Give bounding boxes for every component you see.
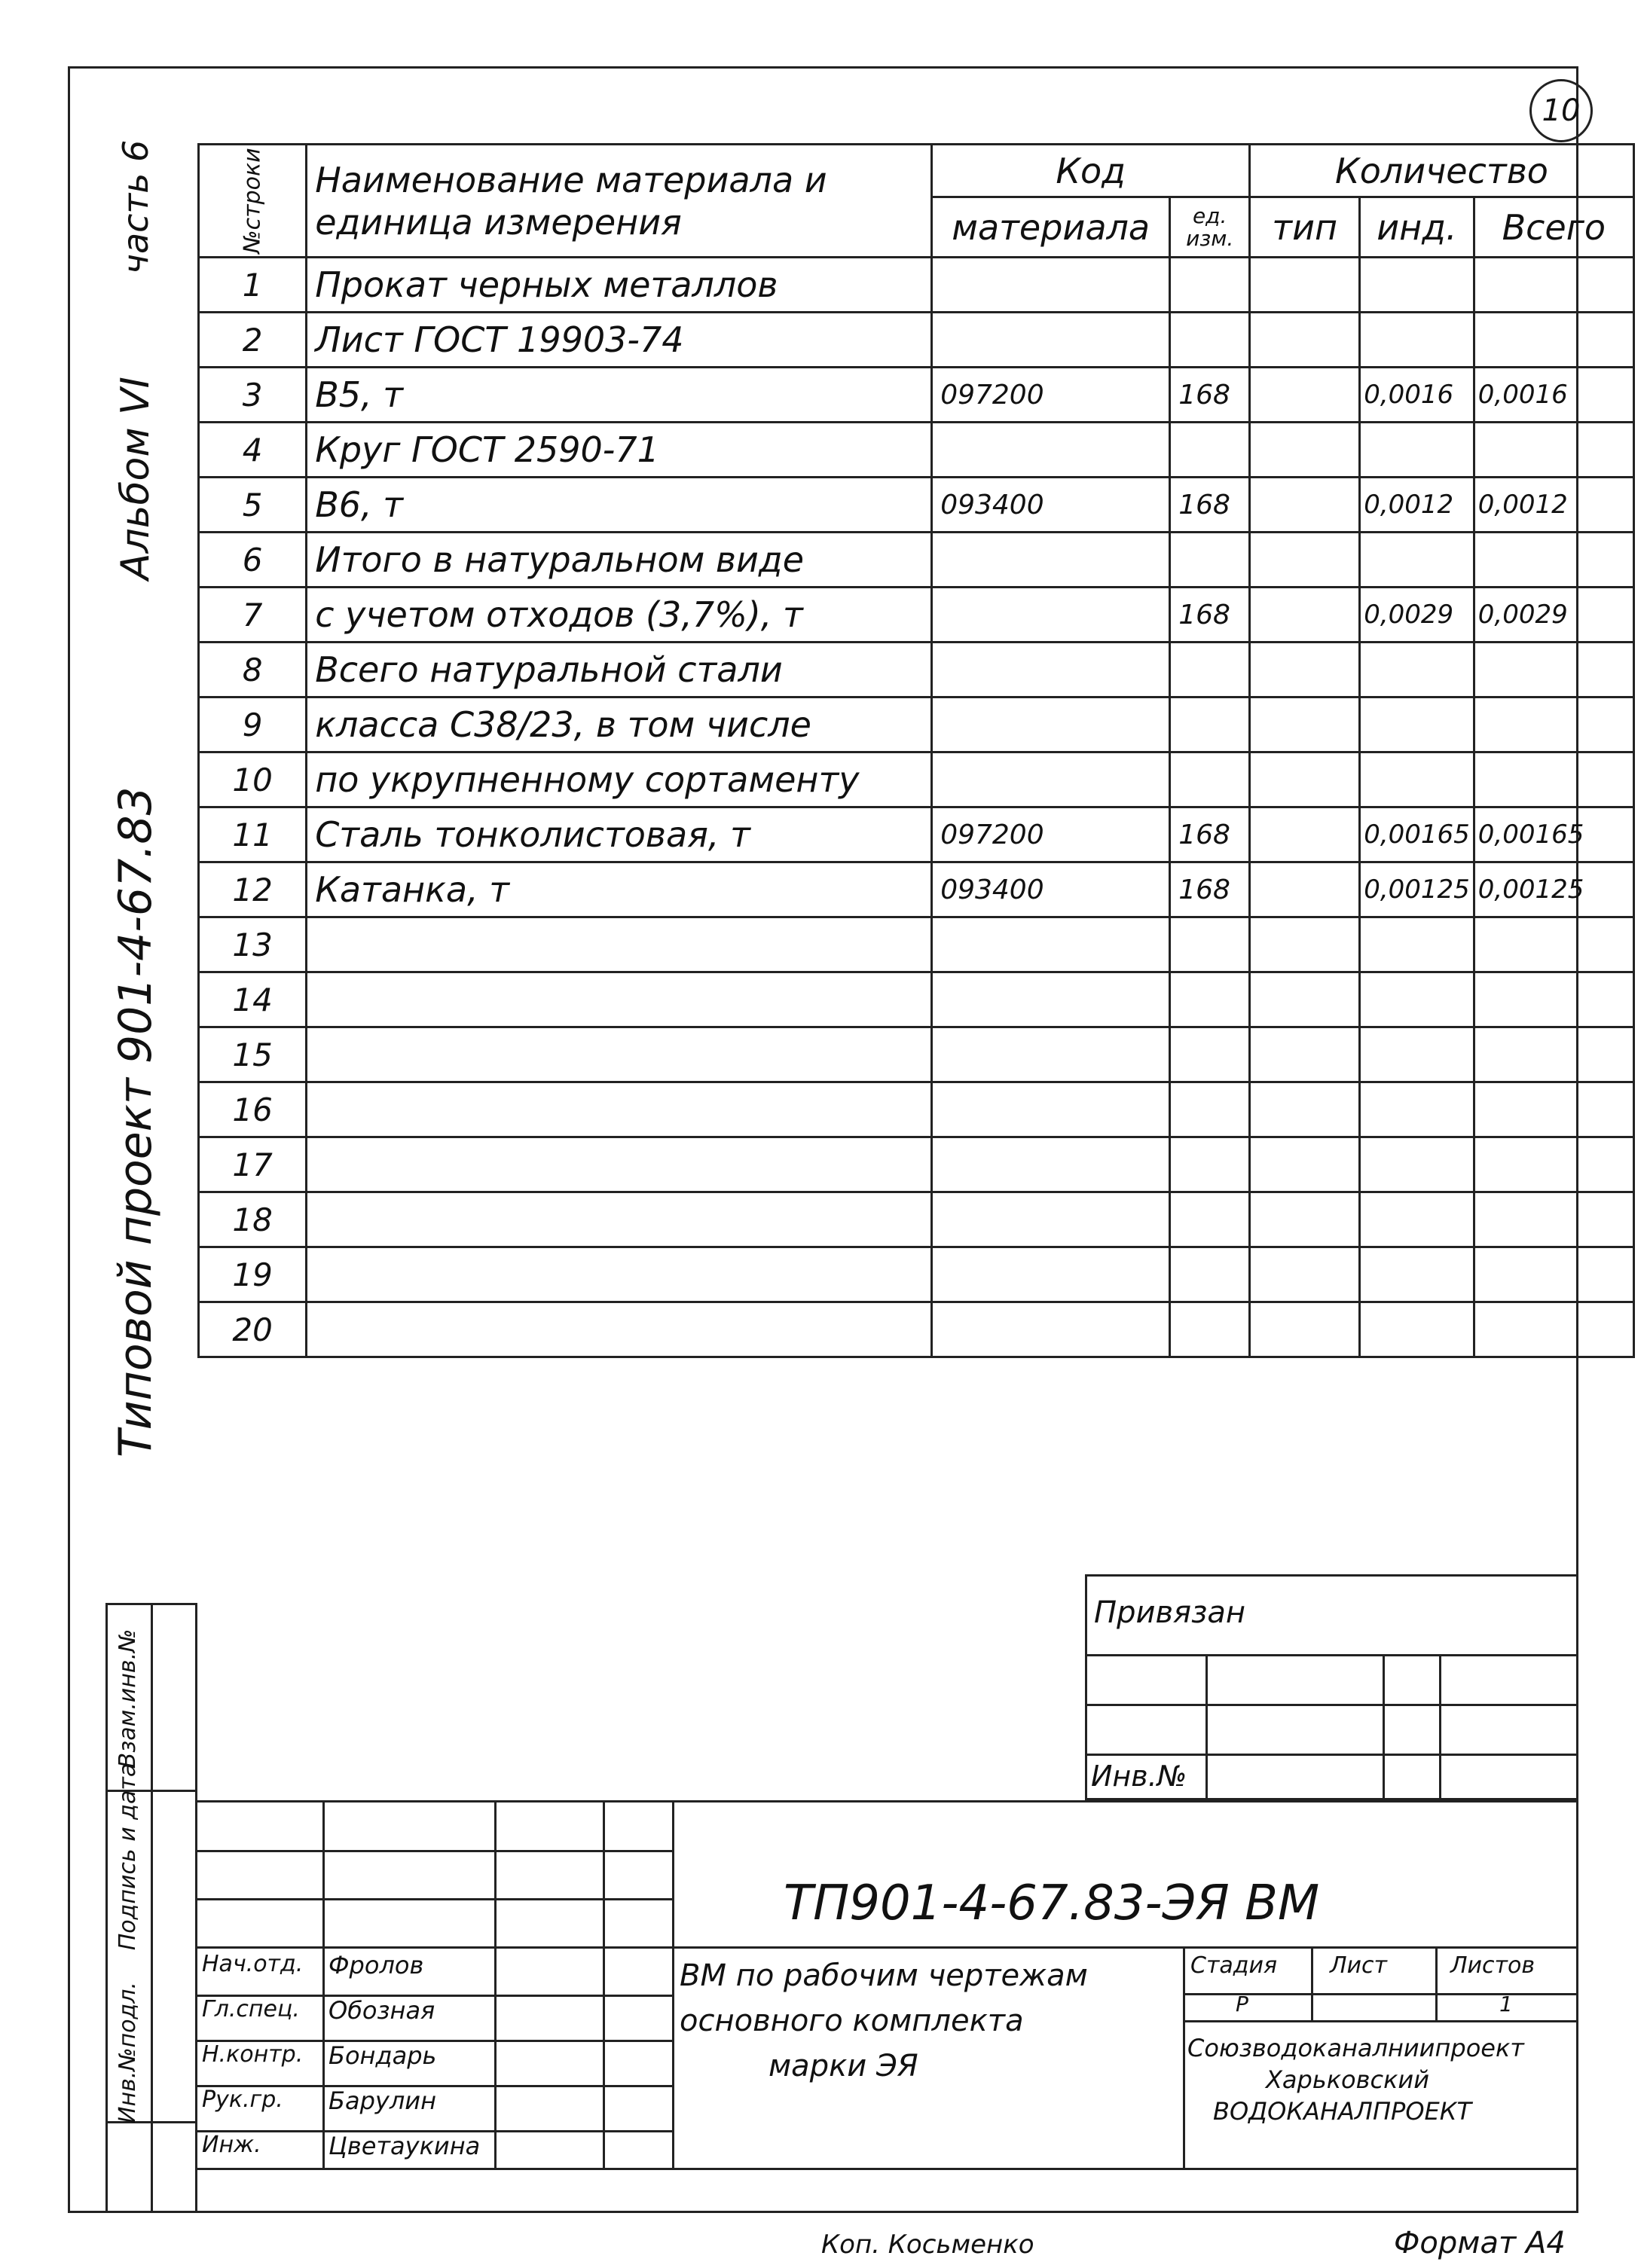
org-line-1: Союзводоканалниипроект [1187,2034,1524,2062]
staff-name: Фролов [328,1951,424,1980]
cell-type [1250,697,1360,752]
table-row [199,423,1634,478]
cell-total [1474,752,1633,807]
stamp-label-vzam: Взам.инв.№ [115,1629,141,1769]
type-header: тип [1250,197,1360,258]
cell-unit [1170,1027,1250,1082]
cell-total [1474,643,1633,697]
cell-ind: 0,0016 [1360,368,1474,423]
cell-total [1474,1302,1633,1357]
cell-type [1250,972,1360,1027]
cell-name: Прокат черных металлов [307,258,932,313]
table-row [199,862,1634,917]
cell-unit [1170,1192,1250,1247]
cell-unit [1170,1247,1250,1302]
cell-code: 097200 [932,807,1170,862]
cell-name: Круг ГОСТ 2590-71 [307,423,932,478]
sheet-number-badge: 10 [1529,79,1593,142]
table-row [199,643,1634,697]
cell-total: 0,00165 [1474,807,1633,862]
cell-name: В6, т [307,478,932,533]
staff-name: Обозная [328,1996,435,2025]
table-row [199,1137,1634,1192]
cell-n: 7 [199,588,307,643]
cell-type [1250,533,1360,588]
cell-code [932,752,1170,807]
cell-n: 19 [199,1247,307,1302]
cell-n: 4 [199,423,307,478]
stamp-label-sign: Подпись и дата [115,1763,141,1951]
cell-name: класса С38/23, в том числе [307,697,932,752]
cell-unit [1170,1082,1250,1137]
cell-total: 0,0012 [1474,478,1633,533]
code-material-header: материала [932,197,1170,258]
cell-total [1474,1082,1633,1137]
cell-type [1250,478,1360,533]
cell-ind [1360,917,1474,972]
table-row [199,752,1634,807]
cell-ind [1360,1027,1474,1082]
cell-unit [1170,752,1250,807]
cell-type [1250,643,1360,697]
staff-role: Рук.гр. [202,2086,283,2113]
cell-type [1250,1247,1360,1302]
cell-n: 5 [199,478,307,533]
cell-code [932,1027,1170,1082]
cell-ind [1360,533,1474,588]
cell-unit: 168 [1170,478,1250,533]
cell-n: 16 [199,1082,307,1137]
cell-unit [1170,423,1250,478]
cell-n: 11 [199,807,307,862]
cell-type [1250,313,1360,368]
cell-name: Всего натуральной стали [307,643,932,697]
cell-n: 20 [199,1302,307,1357]
cell-name: Лист ГОСТ 19903-74 [307,313,932,368]
cell-type [1250,423,1360,478]
cell-unit: 168 [1170,588,1250,643]
cell-code [932,423,1170,478]
staff-role: Н.контр. [202,2041,304,2068]
cell-total [1474,972,1633,1027]
cell-total [1474,1027,1633,1082]
cell-total [1474,1137,1633,1192]
cell-total [1474,917,1633,972]
cell-ind [1360,1192,1474,1247]
cell-name [307,972,932,1027]
cell-ind [1360,1082,1474,1137]
cell-code: 093400 [932,478,1170,533]
cell-name: по укрупненному сортаменту [307,752,932,807]
cell-code [932,1302,1170,1357]
cell-total [1474,1247,1633,1302]
cell-code: 097200 [932,368,1170,423]
stage-label: Стадия [1190,1952,1278,1979]
cell-unit [1170,1137,1250,1192]
cell-n: 18 [199,1192,307,1247]
cell-n: 3 [199,368,307,423]
cell-total: 0,00125 [1474,862,1633,917]
cell-unit [1170,533,1250,588]
cell-name: Итого в натуральном виде [307,533,932,588]
staff-role: Инж. [202,2132,261,2158]
cell-type [1250,807,1360,862]
table-row [199,588,1634,643]
cell-type [1250,917,1360,972]
binding-title: Привязан [1094,1595,1246,1630]
materials-table [197,143,1635,1358]
cell-unit [1170,313,1250,368]
cell-ind [1360,1302,1474,1357]
total-header: Всего [1474,197,1633,258]
description-line-3: марки ЭЯ [768,2049,918,2083]
cell-name: В5, т [307,368,932,423]
cell-unit: 168 [1170,807,1250,862]
cell-name [307,1192,932,1247]
table-row [199,368,1634,423]
cell-n: 13 [199,917,307,972]
cell-code [932,313,1170,368]
table-row [199,1082,1634,1137]
side-label-part: часть 6 [115,139,156,275]
cell-total [1474,533,1633,588]
cell-total: 0,0016 [1474,368,1633,423]
cell-code [932,1137,1170,1192]
cell-type [1250,588,1360,643]
cell-code: 093400 [932,862,1170,917]
cell-name: Катанка, т [307,862,932,917]
cell-ind: 0,0029 [1360,588,1474,643]
cell-name [307,1247,932,1302]
table-row [199,1302,1634,1357]
cell-name [307,1082,932,1137]
copied-by: Коп. Косьменко [821,2230,1034,2260]
sheet-label: Лист [1330,1952,1388,1979]
row-no-header: №строки [199,145,307,258]
cell-code [932,643,1170,697]
sheets-value: 1 [1499,1992,1513,2016]
table-row [199,258,1634,313]
cell-ind [1360,423,1474,478]
table-row [199,697,1634,752]
cell-n: 15 [199,1027,307,1082]
table-row [199,917,1634,972]
cell-name [307,1027,932,1082]
cell-type [1250,1082,1360,1137]
cell-ind: 0,00125 [1360,862,1474,917]
cell-type [1250,368,1360,423]
org-line-3: ВОДОКАНАЛПРОЕКТ [1213,2097,1471,2126]
cell-name [307,1137,932,1192]
side-label-album: Альбом VI [113,376,158,580]
cell-code [932,697,1170,752]
code-header: Код [932,145,1250,197]
cell-unit: 168 [1170,368,1250,423]
cell-n: 9 [199,697,307,752]
cell-n: 1 [199,258,307,313]
cell-total [1474,313,1633,368]
table-row [199,1247,1634,1302]
cell-code [932,1082,1170,1137]
cell-name [307,917,932,972]
cell-unit [1170,1302,1250,1357]
cell-ind [1360,697,1474,752]
cell-type [1250,1137,1360,1192]
cell-ind [1360,972,1474,1027]
format-label: Формат А4 [1394,2226,1566,2260]
sheets-label: Листов [1450,1952,1535,1979]
cell-n: 14 [199,972,307,1027]
org-line-2: Харьковский [1266,2065,1429,2094]
cell-ind [1360,1247,1474,1302]
cell-code [932,533,1170,588]
description-line-2: основного комплекта [680,2004,1024,2038]
cell-code [932,972,1170,1027]
table-row [199,1192,1634,1247]
cell-ind [1360,1137,1474,1192]
cell-ind [1360,752,1474,807]
table-row [199,533,1634,588]
cell-ind [1360,313,1474,368]
cell-n: 10 [199,752,307,807]
cell-n: 12 [199,862,307,917]
cell-type [1250,752,1360,807]
staff-name: Бондарь [328,2041,437,2070]
code-unit-header: ед. изм. [1170,197,1250,258]
cell-unit [1170,917,1250,972]
staff-name: Барулин [328,2086,436,2115]
cell-unit: 168 [1170,862,1250,917]
cell-code [932,1247,1170,1302]
cell-unit [1170,972,1250,1027]
cell-n: 6 [199,533,307,588]
table-row [199,313,1634,368]
staff-role: Нач.отд. [202,1951,304,1977]
cell-n: 2 [199,313,307,368]
cell-type [1250,1192,1360,1247]
cell-n: 17 [199,1137,307,1192]
cell-code [932,588,1170,643]
cell-total: 0,0029 [1474,588,1633,643]
name-header: Наименование материала и единица измерения [307,145,932,258]
cell-unit [1170,697,1250,752]
cell-code [932,258,1170,313]
description-line-1: ВМ по рабочим чертежам [680,1958,1088,1993]
staff-role: Гл.спец. [202,1996,300,2022]
cell-unit [1170,643,1250,697]
cell-ind [1360,258,1474,313]
quantity-header: Количество [1250,145,1634,197]
document-designation: ТП901-4-67.83-ЭЯ ВМ [784,1876,1320,1931]
table-row [199,478,1634,533]
cell-ind [1360,643,1474,697]
cell-type [1250,1302,1360,1357]
cell-n: 8 [199,643,307,697]
cell-ind: 0,00165 [1360,807,1474,862]
cell-unit [1170,258,1250,313]
staff-name: Цветаукина [328,2132,481,2160]
ind-header: инд. [1360,197,1474,258]
table-row [199,1027,1634,1082]
table-row [199,807,1634,862]
cell-total [1474,697,1633,752]
cell-name: с учетом отходов (3,7%), т [307,588,932,643]
cell-ind: 0,0012 [1360,478,1474,533]
stamp-label-inv: Инв.№подл. [115,1982,141,2123]
cell-total [1474,258,1633,313]
cell-total [1474,423,1633,478]
cell-code [932,917,1170,972]
cell-name [307,1302,932,1357]
cell-total [1474,1192,1633,1247]
cell-type [1250,1027,1360,1082]
cell-name: Сталь тонколистовая, т [307,807,932,862]
cell-type [1250,862,1360,917]
table-row [199,972,1634,1027]
cell-code [932,1192,1170,1247]
stage-value: Р [1236,1992,1248,2016]
binding-inv-label: Инв.№ [1091,1760,1187,1793]
cell-type [1250,258,1360,313]
side-label-project: Типовой проект 901-4-67.83 [109,786,162,1458]
